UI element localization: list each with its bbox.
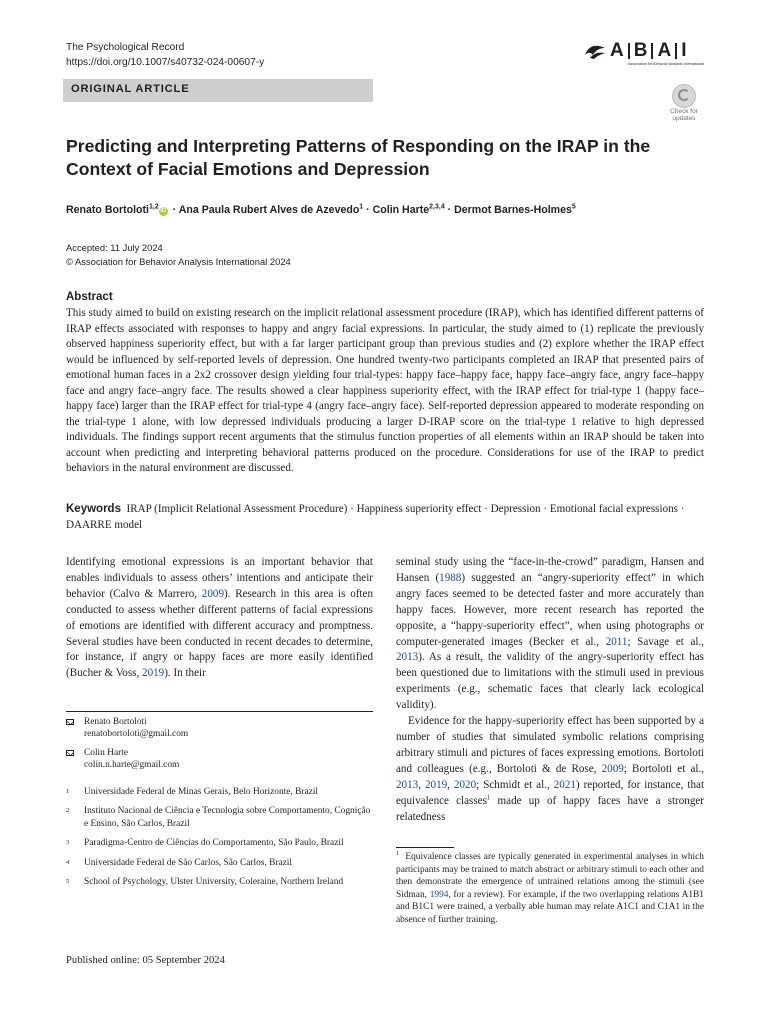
affiliation-number: 4 — [66, 858, 70, 866]
body-text: Evidence for the happy-superiority effect has been supported by a number of studies that simulated symbolic relations comprising arbitrary stimuli and pictures of faces expressing emotions. Bortoloti and colleagues (e.g., Bortoloti & de Rose, — [396, 715, 704, 775]
author-list: Renato Bortoloti$^{1,2}$iD · Ana Paula Rubert Alves de Azevedo$^1$ · Colin Harte$^{2,3,4}$ · Dermot Barnes-Holmes$^5$ — [66, 203, 576, 216]
affiliation-text: Universidade Federal de São Carlos, São Carlos, Brazil — [84, 857, 293, 868]
doi-link[interactable]: https://doi.org/10.1007/s40732-024-00607-y — [66, 57, 265, 68]
article-type-band — [63, 79, 373, 102]
body-text: ) suggested an “angry-superiority effect” in which angry faces seemed to be detected faster and more accurately than happy faces. However, more recent research has reported the opposite, a “happy-superiority effect”, when using photographs or computer-generated images (Becker et al., — [396, 571, 704, 648]
author-name: Colin Harte — [372, 204, 430, 216]
body-text: ). In their — [164, 667, 206, 680]
affiliation-text: Paradigma-Centro de Ciências do Comportamento, São Paulo, Brazil — [84, 838, 344, 849]
footnote-text: , for a review). For example, if the two overlapping relations A1B1 and B1C1 were trained, a verbally able human may relate A1C1 and C1A1 in the absence of further training. — [396, 889, 704, 925]
envelope-icon — [66, 719, 74, 725]
journal-header — [66, 40, 264, 70]
check-for-updates-badge[interactable] — [664, 84, 704, 126]
paragraph — [396, 714, 704, 825]
check-updates-icon — [672, 84, 696, 108]
affiliation-item — [66, 876, 373, 888]
correspondent-email[interactable]: colin.n.harte@gmail.com — [84, 760, 180, 771]
footnote-text: Equivalence classes are typically generated in experimental analyses in which participants may be trained to match abstract or arbitrary stimuli to each other and then demonstrate the emergence of untrained relations among the stimuli (see Sidman, — [396, 852, 704, 900]
correspondent-email[interactable]: renatobortoloti@gmail.com — [84, 729, 189, 740]
correspondence-block — [66, 716, 373, 772]
logo-caption: Association for Behavior Analysis International — [627, 62, 704, 66]
footnote-number: 1 — [396, 849, 400, 857]
affiliation-text: School of Psychology, Ulster University, Coleraine, Northern Ireland — [84, 877, 344, 888]
check-updates-label: Check for updates — [670, 108, 698, 122]
affiliation-number: 3 — [66, 839, 70, 847]
body-text: ; Bortoloti et al., — [623, 762, 704, 775]
citation-link[interactable]: 2009 — [601, 762, 624, 775]
keywords-label: Keywords — [66, 503, 121, 515]
body-text: seminal study using the “face-in-the-crowd” paradigm, Hansen and Hansen ( — [396, 556, 704, 584]
citation-link[interactable]: 2011 — [605, 635, 628, 648]
correspondence-item — [66, 747, 373, 772]
footnote-ref-link[interactable]: 1 — [486, 792, 491, 801]
logo-letter: A — [657, 40, 672, 61]
body-text: Identifying emotional expressions is an important behavior that enables individuals to assess others’ intentions and anticipate their behavior (Calvo & Marrero, — [66, 556, 373, 600]
affiliation-item — [66, 857, 373, 869]
body-text: ). As a result, the validity of the angry-superiority effect has been questioned due to limitations with the stimuli used in previous experiments (e.g., schematic faces that clearly lack ecological validity). — [396, 651, 704, 712]
author-name: Renato Bortoloti — [66, 204, 149, 216]
footnote — [396, 851, 704, 926]
affiliations-list — [66, 786, 373, 888]
affiliation-text: Instituto Nacional de Ciência e Tecnologia sobre Comportamento, Cognição e Ensino, São Carlos, Brazil — [84, 806, 371, 829]
body-text: , — [447, 778, 454, 791]
envelope-icon — [66, 750, 74, 756]
orcid-icon[interactable]: iD — [160, 208, 167, 214]
body-text: made up of happy faces have a stronger relatedness — [396, 794, 704, 823]
body-text: ) reported, for instance, that equivalence classes — [396, 778, 705, 807]
copyright-line: © Association for Behavior Analysis International 2024 — [66, 256, 291, 267]
correspondence-item — [66, 716, 373, 741]
column-divider — [66, 711, 373, 712]
affiliation-number: 2 — [66, 807, 70, 815]
keywords — [66, 501, 704, 533]
author-affiliation-sup: 2,3,4 — [429, 203, 445, 211]
correspondent-name: Renato Bortoloti — [84, 717, 147, 727]
citation-link[interactable]: 2020 — [453, 778, 477, 791]
citation-link[interactable]: 2013 — [396, 651, 419, 664]
author-affiliation-sup: 1 — [359, 203, 364, 211]
article-type: ORIGINAL ARTICLE — [71, 83, 190, 95]
paper-title: Predicting and Interpreting Patterns of Responding on the IRAP in the Context of Facial Emotions and Depression — [66, 136, 651, 179]
abstract-heading: Abstract — [66, 291, 113, 303]
author-name: Dermot Barnes-Holmes — [454, 204, 572, 216]
citation-link[interactable]: 1994 — [429, 889, 449, 900]
paragraph — [396, 555, 704, 714]
logo-letter: B — [633, 40, 648, 61]
accepted-date: Accepted: 11 July 2024 — [66, 242, 163, 253]
author-affiliation-sup: 5 — [571, 203, 576, 211]
body-column-left — [66, 555, 373, 682]
citation-link[interactable]: 2019 — [142, 667, 165, 680]
affiliation-number: 5 — [66, 878, 70, 886]
bird-logo-icon — [584, 43, 606, 60]
author-name: Ana Paula Rubert Alves de Azevedo — [178, 204, 360, 216]
body-text: ). Research in this area is often conducted to assess whether different patterns of facial expressions of emotions are identified with different accuracy and promptness. Several studies have been conducted in recent decades to determine, for instance, if angry or happy faces are more easily identified (Bucher & Voss, — [66, 587, 373, 680]
correspondent-name: Colin Harte — [84, 747, 129, 758]
affiliation-item — [66, 786, 373, 798]
citation-link[interactable]: 1988 — [439, 571, 462, 584]
journal-name: The Psychological Record — [66, 42, 185, 53]
author-affiliation-sup: 1,2 — [148, 203, 159, 211]
dates-block — [66, 241, 291, 269]
affiliation-item — [66, 805, 373, 830]
affiliation-item — [66, 837, 373, 849]
body-column-right — [396, 555, 704, 825]
abstract-text: This study aimed to build on existing research on the implicit relational assessment procedure (IRAP), which has identified different patterns of IRAP effects associated with responses to happy and angry facial expressions. In particular, the study aimed to (1) replicate the previously observed happiness superiority effect, but with a far larger participant group than previous studies and (2) explore whether the IRAP effect would be influenced by self-reported levels of depression. One hundred twenty-two participants completed an IRAP that presented pairs of emotional human faces in a 2x2 crossover design yielding four trial-types: happy face–happy face, happy face–angry face, angry face–happy face and angry face–angry face. The results showed a clear happiness superiority effect, with the IRAP effect for trial-type 1 (happy face–happy face) larger than the IRAP effect for trial-type 4 (angry face–angry face). Self-reported depression appeared to moderate responding on the trial-type 1 alone, with low depressed individuals producing a larger D-IRAP score on the trial-type 1 relative to high depressed individuals. The findings support recent arguments that the stimulus function properties of all elements within an IRAP should be taken into account when predicting and interpreting behavioral patterns produced on the procedure. Considerations for use of the IRAP to predict behaviors in the natural environment are discussed. — [66, 307, 704, 474]
keywords-text: IRAP (Implicit Relational Assessment Procedure) · Happiness superiority effect · Depression · Emotional facial expressions · DAARRE model — [66, 503, 685, 531]
logo-letter: A — [610, 40, 624, 61]
footnote-divider — [396, 847, 454, 848]
body-text: , — [418, 778, 425, 791]
citation-link[interactable]: 2019 — [424, 778, 448, 791]
citation-link[interactable]: 2009 — [201, 587, 224, 600]
affiliation-number: 1 — [66, 788, 70, 795]
logo-letter: I — [681, 40, 687, 61]
published-date: Published online: 05 September 2024 — [66, 955, 225, 966]
affiliation-text: Universidade Federal de Minas Gerais, Belo Horizonte, Brazil — [84, 787, 319, 797]
citation-link[interactable]: 2021 — [553, 778, 576, 791]
citation-link[interactable]: 2013 — [396, 778, 419, 791]
body-text: ; Schmidt et al., — [476, 778, 554, 791]
abai-logo — [584, 41, 704, 71]
body-text: ; Savage et al., — [627, 635, 705, 648]
